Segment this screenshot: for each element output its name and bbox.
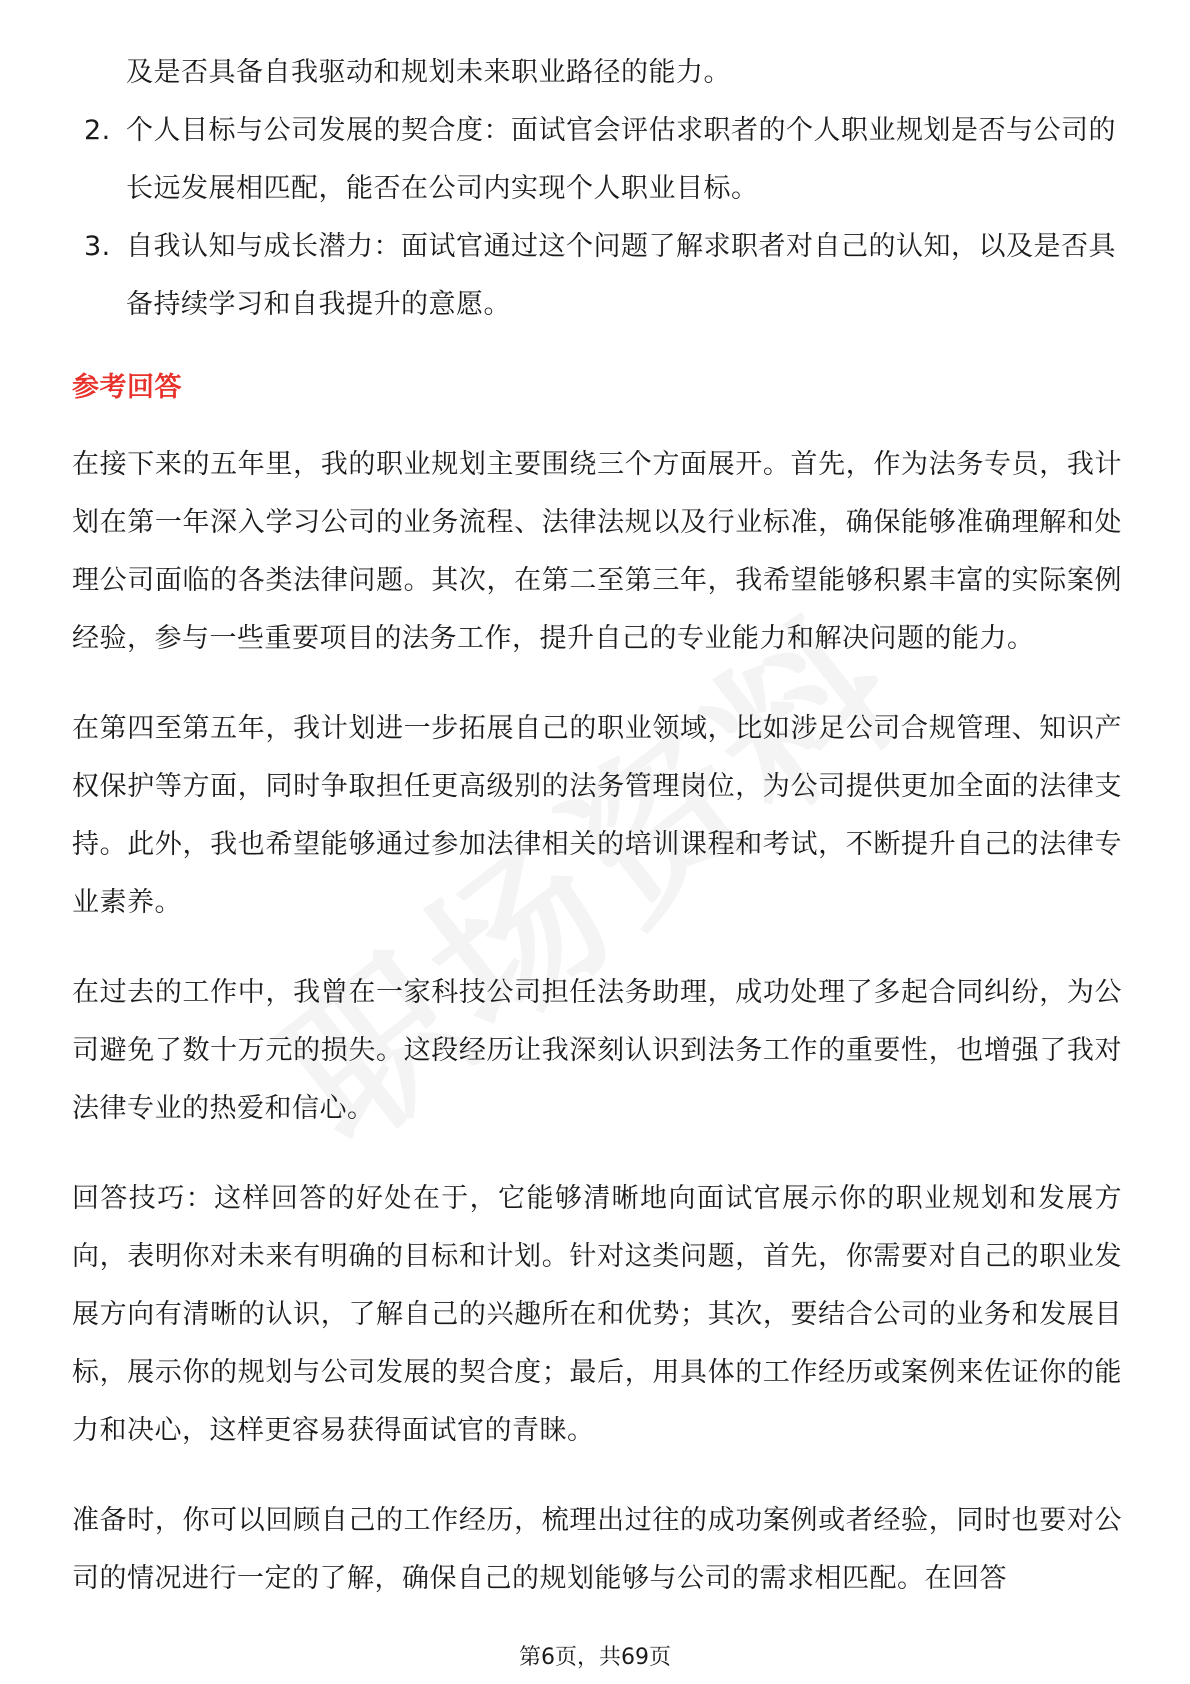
page-footer: 第6页，共69页	[519, 1645, 671, 1670]
list-item-3	[72, 218, 1122, 334]
preparation-paragraph: 准备时，你可以回顾自己的工作经历，梳理出过往的成功案例或者经验，同时也要对公司的情况进行一定的了解，确保自己的规划能够与公司的需求相匹配。在回答	[72, 1505, 1122, 1594]
list-item-2	[72, 102, 1122, 218]
numbered-list	[72, 44, 1122, 334]
list-item-number: 2.	[84, 115, 111, 146]
list-item-number: 3.	[84, 231, 111, 262]
list-item-text: 及是否具备自我驱动和规划未来职业路径的能力。	[126, 57, 731, 88]
answer-tips-paragraph: 回答技巧：这样回答的好处在于，它能够清晰地向面试官展示你的职业规划和发展方向，表明你对未来有明确的目标和计划。针对这类问题，首先，你需要对自己的职业发展方向有清晰的认识，了解自己的兴趣所在和优势；其次，要结合公司的业务和发展目标，展示你的规划与公司发展的契合度；最后，用具体的工作经历或案例来佐证你的能力和决心，这样更容易获得面试官的青睐。	[72, 1183, 1122, 1446]
page-content	[72, 44, 1122, 1640]
section-heading: 参考回答	[72, 372, 182, 403]
list-item-continuation	[72, 44, 1122, 102]
answer-paragraph-3: 在过去的工作中，我曾在一家科技公司担任法务助理，成功处理了多起合同纠纷，为公司避免了数十万元的损失。这段经历让我深刻认识到法务工作的重要性，也增强了我对法律专业的热爱和信心。	[72, 977, 1122, 1124]
list-item-text: 个人目标与公司发展的契合度：面试官会评估求职者的个人职业规划是否与公司的长远发展相匹配，能否在公司内实现个人职业目标。	[126, 115, 1116, 204]
answer-paragraph-2: 在第四至第五年，我计划进一步拓展自己的职业领域，比如涉足公司合规管理、知识产权保护等方面，同时争取担任更高级别的法务管理岗位，为公司提供更加全面的法律支持。此外，我也希望能够通过参加法律相关的培训课程和考试，不断提升自己的法律专业素养。	[72, 713, 1122, 918]
answer-paragraph-1: 在接下来的五年里，我的职业规划主要围绕三个方面展开。首先，作为法务专员，我计划在第一年深入学习公司的业务流程、法律法规以及行业标准，确保能够准确理解和处理公司面临的各类法律问题。其次，在第二至第三年，我希望能够积累丰富的实际案例经验，参与一些重要项目的法务工作，提升自己的专业能力和解决问题的能力。	[72, 449, 1122, 654]
list-item-text: 自我认知与成长潜力：面试官通过这个问题了解求职者对自己的认知，以及是否具备持续学习和自我提升的意愿。	[126, 231, 1116, 320]
